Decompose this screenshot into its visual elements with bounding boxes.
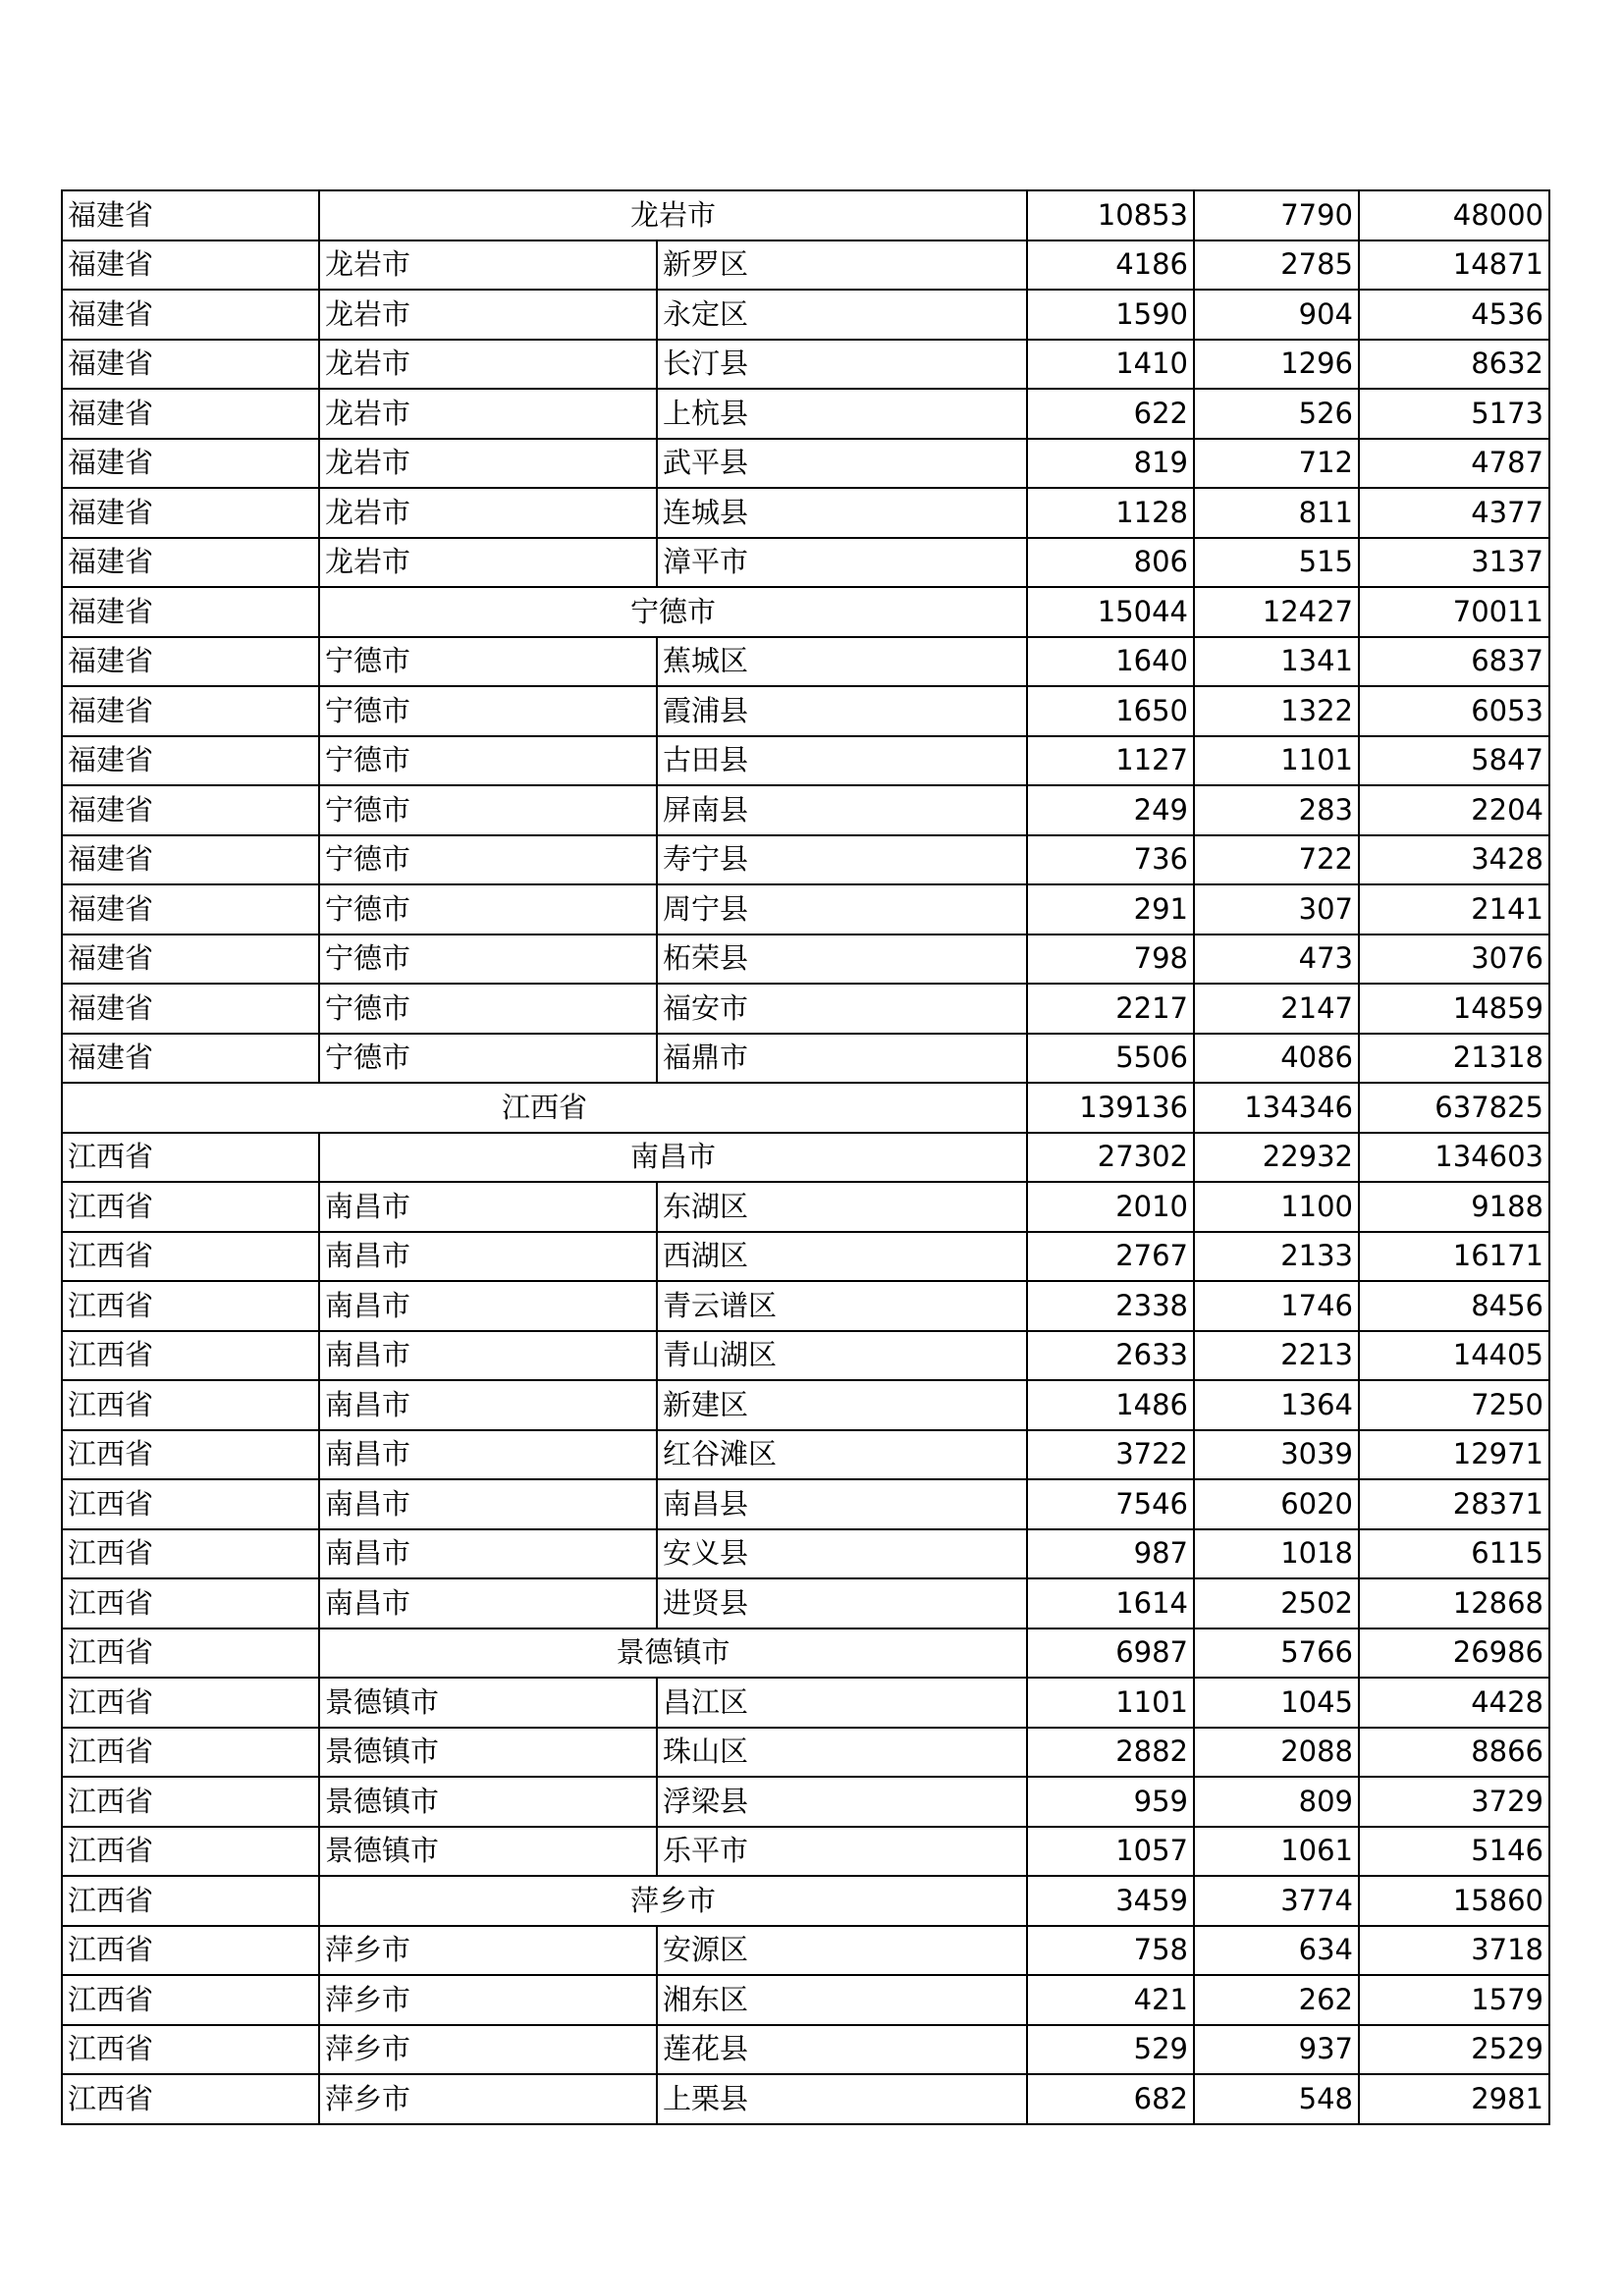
value-cell-3: 5847: [1359, 736, 1549, 786]
value-cell-1: 6987: [1027, 1629, 1194, 1679]
table-row-county: [62, 686, 1549, 736]
table-row-county: [62, 1182, 1549, 1232]
table-row-county: [62, 1777, 1549, 1827]
table-row-county: [62, 736, 1549, 786]
value-cell-3: 12868: [1359, 1578, 1549, 1629]
value-cell-3: 21318: [1359, 1034, 1549, 1084]
data-table: [61, 189, 1550, 2125]
value-cell-2: 7790: [1194, 190, 1359, 240]
city-cell: 宁德市: [319, 736, 657, 786]
value-cell-3: 8456: [1359, 1281, 1549, 1331]
value-cell-1: 2338: [1027, 1281, 1194, 1331]
value-cell-1: 2882: [1027, 1728, 1194, 1778]
province-cell: 福建省: [62, 389, 319, 439]
province-cell: 福建省: [62, 587, 319, 637]
province-cell: 江西省: [62, 1281, 319, 1331]
city-cell: 南昌市: [319, 1479, 657, 1529]
table-row-city: [62, 190, 1549, 240]
value-cell-1: 987: [1027, 1529, 1194, 1579]
table-row-county: [62, 1926, 1549, 1976]
value-cell-1: 3722: [1027, 1430, 1194, 1480]
table-row-county: [62, 637, 1549, 687]
value-cell-3: 8866: [1359, 1728, 1549, 1778]
value-cell-3: 14871: [1359, 240, 1549, 291]
province-cell: 江西省: [62, 1479, 319, 1529]
value-cell-2: 1100: [1194, 1182, 1359, 1232]
value-cell-3: 4377: [1359, 488, 1549, 538]
county-cell: 寿宁县: [657, 835, 1027, 885]
value-cell-1: 1127: [1027, 736, 1194, 786]
city-cell: 萍乡市: [319, 1876, 1027, 1926]
province-cell: 福建省: [62, 736, 319, 786]
table-row-county: [62, 785, 1549, 835]
province-cell: 江西省: [62, 1182, 319, 1232]
value-cell-2: 1322: [1194, 686, 1359, 736]
value-cell-1: 959: [1027, 1777, 1194, 1827]
city-cell: 宁德市: [319, 934, 657, 985]
city-cell: 宁德市: [319, 835, 657, 885]
province-cell: 福建省: [62, 488, 319, 538]
value-cell-2: 634: [1194, 1926, 1359, 1976]
table-row-county: [62, 2074, 1549, 2124]
value-cell-1: 1650: [1027, 686, 1194, 736]
value-cell-3: 4536: [1359, 290, 1549, 340]
table-row-county: [62, 1479, 1549, 1529]
city-cell: 宁德市: [319, 637, 657, 687]
province-cell: 江西省: [62, 1777, 319, 1827]
value-cell-3: 3729: [1359, 1777, 1549, 1827]
value-cell-1: 736: [1027, 835, 1194, 885]
value-cell-1: 421: [1027, 1975, 1194, 2025]
value-cell-2: 134346: [1194, 1083, 1359, 1133]
city-cell: 南昌市: [319, 1331, 657, 1381]
value-cell-3: 637825: [1359, 1083, 1549, 1133]
value-cell-1: 3459: [1027, 1876, 1194, 1926]
value-cell-2: 809: [1194, 1777, 1359, 1827]
province-cell: 江西省: [62, 1529, 319, 1579]
province-cell: 江西省: [62, 1578, 319, 1629]
county-cell: 乐平市: [657, 1827, 1027, 1877]
county-cell: 安源区: [657, 1926, 1027, 1976]
value-cell-3: 6053: [1359, 686, 1549, 736]
table-row-county: [62, 1034, 1549, 1084]
table-row-county: [62, 340, 1549, 390]
province-cell: 福建省: [62, 538, 319, 588]
province-cell: 福建省: [62, 934, 319, 985]
city-cell: 萍乡市: [319, 2025, 657, 2075]
province-cell: 福建省: [62, 637, 319, 687]
county-cell: 湘东区: [657, 1975, 1027, 2025]
table-row-city: [62, 587, 1549, 637]
province-cell: 江西省: [62, 1975, 319, 2025]
value-cell-2: 473: [1194, 934, 1359, 985]
table-row-city: [62, 1876, 1549, 1926]
value-cell-3: 1579: [1359, 1975, 1549, 2025]
table-row-county: [62, 1380, 1549, 1430]
county-cell: 古田县: [657, 736, 1027, 786]
county-cell: 永定区: [657, 290, 1027, 340]
city-cell: 南昌市: [319, 1182, 657, 1232]
county-cell: 青云谱区: [657, 1281, 1027, 1331]
value-cell-2: 2502: [1194, 1578, 1359, 1629]
value-cell-3: 70011: [1359, 587, 1549, 637]
value-cell-3: 5146: [1359, 1827, 1549, 1877]
value-cell-1: 4186: [1027, 240, 1194, 291]
value-cell-1: 798: [1027, 934, 1194, 985]
county-cell: 昌江区: [657, 1678, 1027, 1728]
value-cell-2: 3039: [1194, 1430, 1359, 1480]
value-cell-1: 7546: [1027, 1479, 1194, 1529]
value-cell-3: 2981: [1359, 2074, 1549, 2124]
province-cell: 江西省: [62, 2025, 319, 2075]
province-cell: 江西省: [62, 1331, 319, 1381]
value-cell-1: 10853: [1027, 190, 1194, 240]
county-cell: 红谷滩区: [657, 1430, 1027, 1480]
value-cell-1: 1410: [1027, 340, 1194, 390]
province-cell: 福建省: [62, 240, 319, 291]
value-cell-1: 819: [1027, 439, 1194, 489]
table-row-county: [62, 439, 1549, 489]
county-cell: 蕉城区: [657, 637, 1027, 687]
value-cell-1: 1590: [1027, 290, 1194, 340]
city-cell: 宁德市: [319, 686, 657, 736]
province-cell: 福建省: [62, 340, 319, 390]
value-cell-2: 1045: [1194, 1678, 1359, 1728]
province-cell: 福建省: [62, 190, 319, 240]
county-cell: 屏南县: [657, 785, 1027, 835]
province-cell: 福建省: [62, 884, 319, 934]
value-cell-3: 8632: [1359, 340, 1549, 390]
province-cell: 福建省: [62, 686, 319, 736]
value-cell-2: 22932: [1194, 1133, 1359, 1183]
county-cell: 福安市: [657, 984, 1027, 1034]
county-cell: 连城县: [657, 488, 1027, 538]
value-cell-2: 4086: [1194, 1034, 1359, 1084]
city-cell: 宁德市: [319, 984, 657, 1034]
city-cell: 龙岩市: [319, 488, 657, 538]
value-cell-1: 622: [1027, 389, 1194, 439]
city-cell: 龙岩市: [319, 340, 657, 390]
table-row-county: [62, 1232, 1549, 1282]
value-cell-2: 937: [1194, 2025, 1359, 2075]
county-cell: 安义县: [657, 1529, 1027, 1579]
value-cell-2: 2133: [1194, 1232, 1359, 1282]
value-cell-2: 1364: [1194, 1380, 1359, 1430]
value-cell-2: 12427: [1194, 587, 1359, 637]
value-cell-3: 134603: [1359, 1133, 1549, 1183]
value-cell-2: 2088: [1194, 1728, 1359, 1778]
province-cell: 江西省: [62, 1083, 1027, 1133]
value-cell-3: 4787: [1359, 439, 1549, 489]
value-cell-2: 1061: [1194, 1827, 1359, 1877]
value-cell-3: 3428: [1359, 835, 1549, 885]
city-cell: 宁德市: [319, 884, 657, 934]
value-cell-3: 3718: [1359, 1926, 1549, 1976]
province-cell: 江西省: [62, 1380, 319, 1430]
province-cell: 江西省: [62, 1629, 319, 1679]
table-row-county: [62, 488, 1549, 538]
table-row-county: [62, 934, 1549, 985]
province-cell: 福建省: [62, 835, 319, 885]
province-cell: 福建省: [62, 439, 319, 489]
value-cell-3: 2141: [1359, 884, 1549, 934]
county-cell: 柘荣县: [657, 934, 1027, 985]
city-cell: 龙岩市: [319, 439, 657, 489]
value-cell-1: 758: [1027, 1926, 1194, 1976]
value-cell-2: 515: [1194, 538, 1359, 588]
value-cell-1: 139136: [1027, 1083, 1194, 1133]
province-cell: 江西省: [62, 1827, 319, 1877]
value-cell-3: 48000: [1359, 190, 1549, 240]
value-cell-1: 682: [1027, 2074, 1194, 2124]
county-cell: 浮梁县: [657, 1777, 1027, 1827]
table-row-city: [62, 1133, 1549, 1183]
city-cell: 南昌市: [319, 1430, 657, 1480]
table-row-county: [62, 2025, 1549, 2075]
table-row-county: [62, 240, 1549, 291]
value-cell-1: 15044: [1027, 587, 1194, 637]
value-cell-2: 2147: [1194, 984, 1359, 1034]
county-cell: 南昌县: [657, 1479, 1027, 1529]
city-cell: 龙岩市: [319, 240, 657, 291]
value-cell-1: 1614: [1027, 1578, 1194, 1629]
county-cell: 武平县: [657, 439, 1027, 489]
table-row-county: [62, 1529, 1549, 1579]
value-cell-2: 1018: [1194, 1529, 1359, 1579]
city-cell: 萍乡市: [319, 2074, 657, 2124]
value-cell-2: 1101: [1194, 736, 1359, 786]
value-cell-2: 722: [1194, 835, 1359, 885]
value-cell-3: 2529: [1359, 2025, 1549, 2075]
city-cell: 龙岩市: [319, 190, 1027, 240]
county-cell: 莲花县: [657, 2025, 1027, 2075]
city-cell: 景德镇市: [319, 1629, 1027, 1679]
value-cell-3: 6115: [1359, 1529, 1549, 1579]
value-cell-2: 3774: [1194, 1876, 1359, 1926]
value-cell-3: 3076: [1359, 934, 1549, 985]
city-cell: 景德镇市: [319, 1777, 657, 1827]
province-cell: 江西省: [62, 2074, 319, 2124]
value-cell-2: 1341: [1194, 637, 1359, 687]
county-cell: 新罗区: [657, 240, 1027, 291]
value-cell-2: 307: [1194, 884, 1359, 934]
value-cell-2: 2213: [1194, 1331, 1359, 1381]
county-cell: 上栗县: [657, 2074, 1027, 2124]
county-cell: 漳平市: [657, 538, 1027, 588]
table-row-county: [62, 1331, 1549, 1381]
table-row-county: [62, 1678, 1549, 1728]
county-cell: 珠山区: [657, 1728, 1027, 1778]
value-cell-3: 12971: [1359, 1430, 1549, 1480]
county-cell: 周宁县: [657, 884, 1027, 934]
table-row-county: [62, 984, 1549, 1034]
province-cell: 江西省: [62, 1430, 319, 1480]
table-row-county: [62, 1975, 1549, 2025]
table-row-county: [62, 1430, 1549, 1480]
value-cell-3: 15860: [1359, 1876, 1549, 1926]
value-cell-2: 6020: [1194, 1479, 1359, 1529]
province-cell: 江西省: [62, 1926, 319, 1976]
value-cell-3: 26986: [1359, 1629, 1549, 1679]
value-cell-3: 6837: [1359, 637, 1549, 687]
table-row-county: [62, 1578, 1549, 1629]
table-row-county: [62, 1728, 1549, 1778]
value-cell-3: 16171: [1359, 1232, 1549, 1282]
province-cell: 福建省: [62, 785, 319, 835]
province-cell: 江西省: [62, 1232, 319, 1282]
value-cell-2: 1746: [1194, 1281, 1359, 1331]
value-cell-1: 529: [1027, 2025, 1194, 2075]
table-body: [62, 190, 1549, 2124]
value-cell-1: 27302: [1027, 1133, 1194, 1183]
city-cell: 景德镇市: [319, 1678, 657, 1728]
value-cell-2: 526: [1194, 389, 1359, 439]
city-cell: 萍乡市: [319, 1926, 657, 1976]
city-cell: 龙岩市: [319, 538, 657, 588]
province-cell: 江西省: [62, 1133, 319, 1183]
city-cell: 龙岩市: [319, 290, 657, 340]
value-cell-1: 1640: [1027, 637, 1194, 687]
value-cell-3: 14405: [1359, 1331, 1549, 1381]
city-cell: 景德镇市: [319, 1728, 657, 1778]
city-cell: 南昌市: [319, 1529, 657, 1579]
city-cell: 宁德市: [319, 785, 657, 835]
value-cell-2: 2785: [1194, 240, 1359, 291]
value-cell-3: 2204: [1359, 785, 1549, 835]
city-cell: 南昌市: [319, 1578, 657, 1629]
city-cell: 萍乡市: [319, 1975, 657, 2025]
province-cell: 江西省: [62, 1728, 319, 1778]
county-cell: 进贤县: [657, 1578, 1027, 1629]
value-cell-1: 1486: [1027, 1380, 1194, 1430]
value-cell-2: 1296: [1194, 340, 1359, 390]
province-cell: 福建省: [62, 290, 319, 340]
value-cell-1: 2633: [1027, 1331, 1194, 1381]
county-cell: 上杭县: [657, 389, 1027, 439]
value-cell-2: 904: [1194, 290, 1359, 340]
value-cell-1: 249: [1027, 785, 1194, 835]
value-cell-1: 1101: [1027, 1678, 1194, 1728]
city-cell: 南昌市: [319, 1133, 1027, 1183]
province-cell: 福建省: [62, 1034, 319, 1084]
value-cell-2: 5766: [1194, 1629, 1359, 1679]
city-cell: 宁德市: [319, 1034, 657, 1084]
value-cell-1: 2217: [1027, 984, 1194, 1034]
county-cell: 西湖区: [657, 1232, 1027, 1282]
table-row-county: [62, 290, 1549, 340]
value-cell-3: 5173: [1359, 389, 1549, 439]
city-cell: 南昌市: [319, 1281, 657, 1331]
table-row-city: [62, 1629, 1549, 1679]
value-cell-2: 283: [1194, 785, 1359, 835]
value-cell-2: 811: [1194, 488, 1359, 538]
city-cell: 南昌市: [319, 1380, 657, 1430]
city-cell: 龙岩市: [319, 389, 657, 439]
table-row-province: [62, 1083, 1549, 1133]
value-cell-3: 4428: [1359, 1678, 1549, 1728]
value-cell-1: 806: [1027, 538, 1194, 588]
value-cell-3: 3137: [1359, 538, 1549, 588]
county-cell: 青山湖区: [657, 1331, 1027, 1381]
table-row-county: [62, 884, 1549, 934]
value-cell-3: 7250: [1359, 1380, 1549, 1430]
value-cell-2: 548: [1194, 2074, 1359, 2124]
county-cell: 东湖区: [657, 1182, 1027, 1232]
county-cell: 长汀县: [657, 340, 1027, 390]
table-row-county: [62, 1281, 1549, 1331]
city-cell: 南昌市: [319, 1232, 657, 1282]
city-cell: 宁德市: [319, 587, 1027, 637]
table-row-county: [62, 538, 1549, 588]
table-row-county: [62, 835, 1549, 885]
value-cell-1: 291: [1027, 884, 1194, 934]
province-cell: 福建省: [62, 984, 319, 1034]
county-cell: 新建区: [657, 1380, 1027, 1430]
county-cell: 福鼎市: [657, 1034, 1027, 1084]
province-cell: 江西省: [62, 1876, 319, 1926]
table-row-county: [62, 1827, 1549, 1877]
table-row-county: [62, 389, 1549, 439]
value-cell-1: 1057: [1027, 1827, 1194, 1877]
value-cell-3: 14859: [1359, 984, 1549, 1034]
value-cell-2: 262: [1194, 1975, 1359, 2025]
city-cell: 景德镇市: [319, 1827, 657, 1877]
value-cell-3: 9188: [1359, 1182, 1549, 1232]
county-cell: 霞浦县: [657, 686, 1027, 736]
value-cell-1: 5506: [1027, 1034, 1194, 1084]
value-cell-1: 2010: [1027, 1182, 1194, 1232]
value-cell-3: 28371: [1359, 1479, 1549, 1529]
value-cell-2: 712: [1194, 439, 1359, 489]
province-cell: 江西省: [62, 1678, 319, 1728]
value-cell-1: 2767: [1027, 1232, 1194, 1282]
value-cell-1: 1128: [1027, 488, 1194, 538]
